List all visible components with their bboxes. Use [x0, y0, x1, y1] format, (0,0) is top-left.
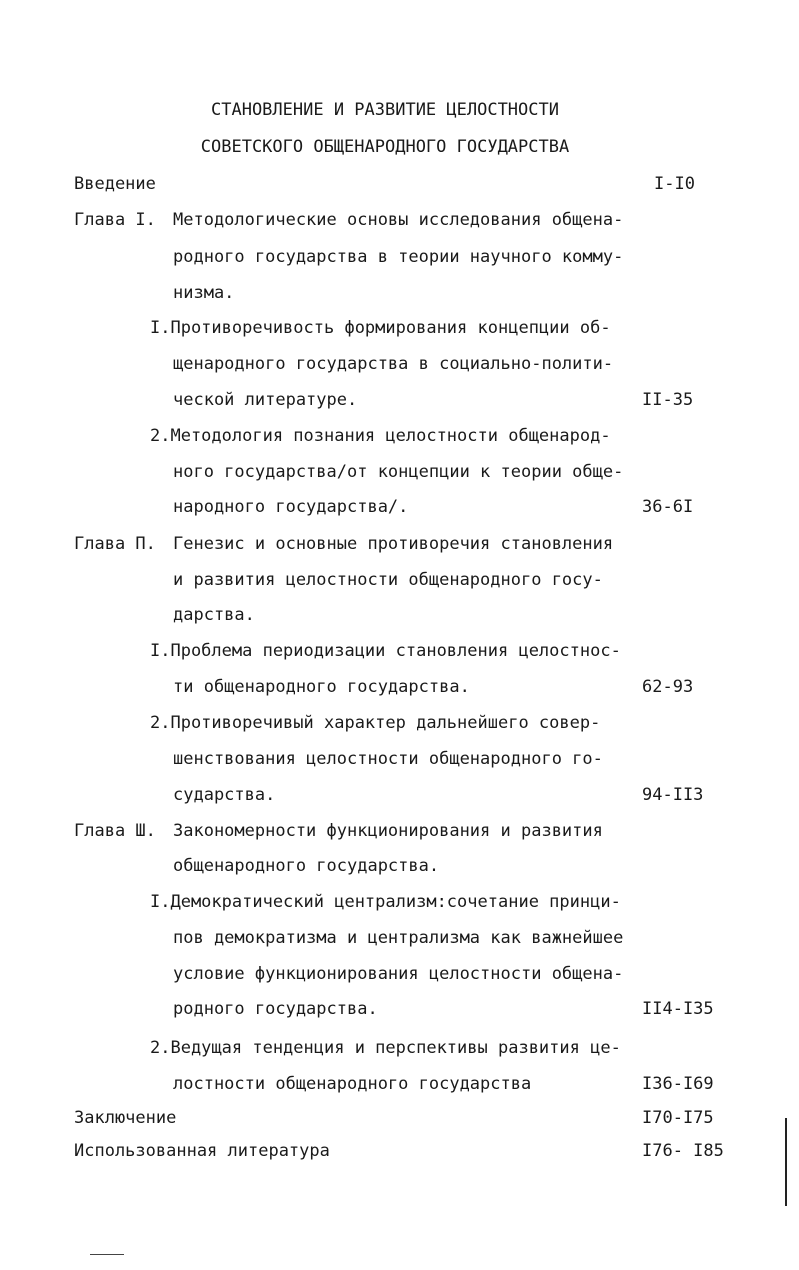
chapter-1-title-line: родного государства в теории научного комму-	[173, 247, 624, 267]
toc-conclusion-pages: I70-I75	[642, 1108, 714, 1128]
toc-intro-pages: I-I0	[654, 174, 695, 194]
toc-intro-label: Введение	[74, 174, 156, 194]
section-2-1-pages: 62-93	[642, 677, 694, 697]
section-2-2-line: сударства.	[173, 785, 276, 805]
chapter-2-title-line: дарства.	[173, 605, 255, 625]
document-title-line-2: СОВЕТСКОГО ОБЩЕНАРОДНОГО ГОСУДАРСТВА	[200, 137, 570, 157]
scan-edge-mark	[785, 1118, 787, 1206]
chapter-1-title-line: Методологические основы исследования общена-	[173, 210, 624, 230]
section-3-2-line: лостности общенародного государства	[173, 1074, 532, 1094]
section-1-2-line: ного государства/от концепции к теории обще-	[173, 462, 624, 482]
section-1-2-line: 2.Методология познания целостности общенарод-	[150, 426, 611, 446]
section-1-2-line: народного государства/.	[173, 497, 409, 517]
section-2-2-pages: 94-II3	[642, 785, 704, 805]
section-2-1-line: I.Проблема периодизации становления целостнос-	[150, 641, 621, 661]
toc-literature-label: Использованная литература	[74, 1141, 330, 1161]
chapter-1-title-line: низма.	[173, 283, 235, 303]
toc-literature-pages: I76- I85	[642, 1141, 724, 1161]
document-title-line-1: СТАНОВЛЕНИЕ И РАЗВИТИЕ ЦЕЛОСТНОСТИ	[211, 100, 559, 120]
section-3-2-pages: I36-I69	[642, 1074, 714, 1094]
section-1-1-line: ческой литературе.	[173, 390, 358, 410]
chapter-2-title-line: и развития целостности общенародного госу-	[173, 570, 603, 590]
chapter-3-title-line: Закономерности функционирования и развития	[173, 821, 603, 841]
section-3-1-line: родного государства.	[173, 999, 378, 1019]
section-3-1-line: I.Демократический централизм:сочетание принци-	[150, 892, 621, 912]
section-3-1-line: условие функционирования целостности общена-	[173, 964, 624, 984]
section-1-1-line: I.Противоречивость формирования концепции об-	[150, 318, 611, 338]
section-3-2-line: 2.Ведущая тенденция и перспективы развития це-	[150, 1038, 621, 1058]
section-2-2-line: шенствования целостности общенародного го-	[173, 749, 603, 769]
section-1-1-pages: II-35	[642, 390, 694, 410]
chapter-3-label: Глава Ш.	[74, 821, 156, 841]
section-3-1-line: пов демократизма и централизма как важнейшее	[173, 928, 624, 948]
chapter-2-title-line: Генезис и основные противоречия становления	[173, 534, 614, 554]
chapter-1-label: Глава I.	[74, 210, 156, 230]
chapter-3-title-line: общенародного государства.	[173, 856, 440, 876]
toc-conclusion-label: Заключение	[74, 1108, 177, 1128]
chapter-2-label: Глава П.	[74, 534, 156, 554]
section-1-1-line: щенародного государства в социально-полити-	[173, 354, 614, 374]
footnote-rule	[90, 1254, 124, 1255]
section-3-1-pages: II4-I35	[642, 999, 714, 1019]
section-2-1-line: ти общенародного государства.	[173, 677, 470, 697]
section-1-2-pages: 36-6I	[642, 497, 694, 517]
section-2-2-line: 2.Противоречивый характер дальнейшего совер-	[150, 713, 601, 733]
